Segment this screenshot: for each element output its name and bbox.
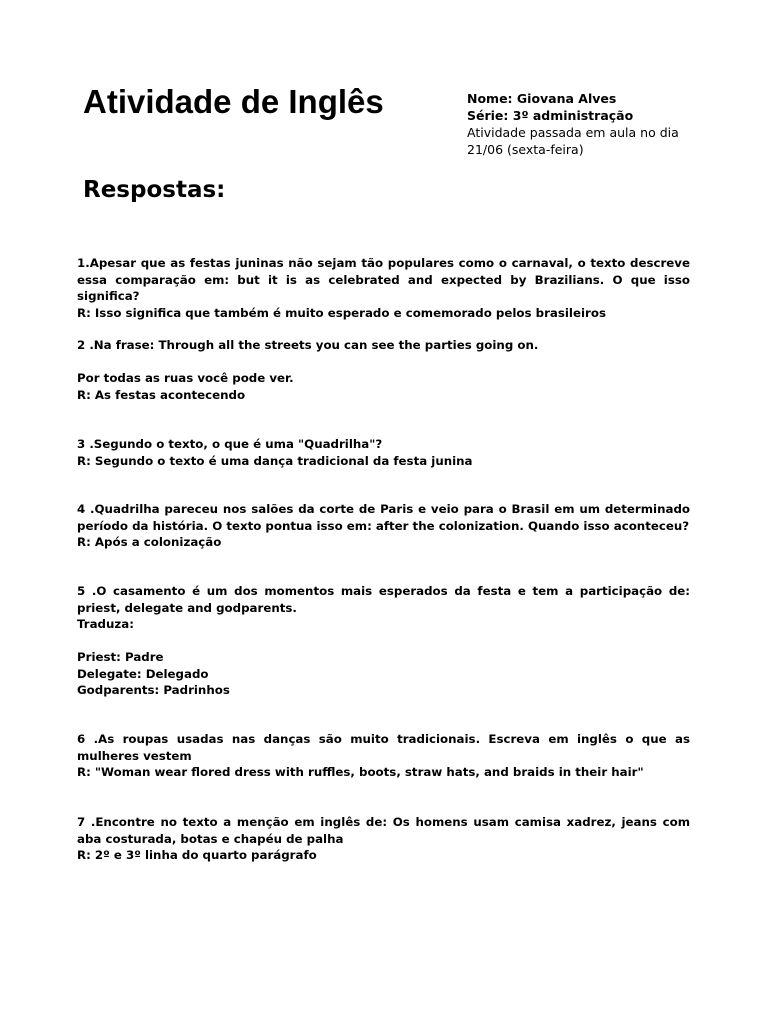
question-text: 5 .O casamento é um dos momentos mais esperados da festa e tem a participação de: priest, delegate and godparents.: [77, 584, 690, 615]
answer-text: R: "Woman wear flored dress with ruffles, boots, straw hats, and braids in their hair": [77, 765, 644, 779]
answer-text: R: As festas acontecendo: [77, 387, 246, 402]
translation-item: Delegate: Delegado: [77, 666, 209, 681]
answers-heading: Respostas:: [83, 177, 226, 203]
student-name: Nome: Giovana Alves: [467, 91, 617, 106]
question-2: [77, 337, 690, 403]
spacer: [77, 354, 690, 371]
question-text: 7 .Encontre no texto a menção em inglês de: Os homens usam camisa xadrez, jeans com aba costurada, botas e chapéu de palha: [77, 815, 690, 846]
instruction-text: Traduza:: [77, 617, 134, 631]
question-text: 4 .Quadrilha pareceu nos salões da corte de Paris e veio para o Brasil em um determinado período da história. O texto pontua isso em: after the colonization. Quando isso aconteceu?: [77, 502, 690, 533]
answer-text: R: Isso significa que também é muito esperado e comemorado pelos brasileiros: [77, 305, 606, 320]
question-7: [77, 814, 690, 864]
question-1: [77, 255, 690, 321]
question-3: [77, 436, 690, 469]
translation-item: Priest: Padre: [77, 650, 164, 664]
answer-text: R: Após a colonização: [77, 535, 222, 549]
spacer: [77, 633, 690, 650]
translation-item: Godparents: Padrinhos: [77, 683, 230, 697]
activity-note: Atividade passada em aula no dia 21/06 (sexta-feira): [467, 125, 679, 157]
page-title: Atividade de Inglês: [83, 83, 384, 120]
answer-text: R: Segundo o texto é uma dança tradicional da festa junina: [77, 453, 473, 468]
question-6: [77, 731, 690, 781]
question-text: 3 .Segundo o texto, o que é uma "Quadrilha"?: [77, 437, 383, 451]
question-4: [77, 501, 690, 551]
question-text: 6 .As roupas usadas nas danças são muito tradicionais. Escreva em inglês o que as mulheres vestem: [77, 732, 690, 763]
question-5: [77, 583, 690, 699]
translation-text: Por todas as ruas você pode ver.: [77, 371, 294, 385]
answer-text: R: 2º e 3º linha do quarto parágrafo: [77, 848, 317, 862]
question-text: 1.Apesar que as festas juninas não sejam tão populares como o carnaval, o texto descreve essa comparação em: but it is as celebrated and expected by Brazilians. O que isso significa?: [77, 256, 690, 303]
student-info: [467, 90, 707, 158]
student-series: Série: 3º administração: [467, 108, 634, 123]
question-text: 2 .Na frase: Through all the streets you can see the parties going on.: [77, 338, 539, 352]
